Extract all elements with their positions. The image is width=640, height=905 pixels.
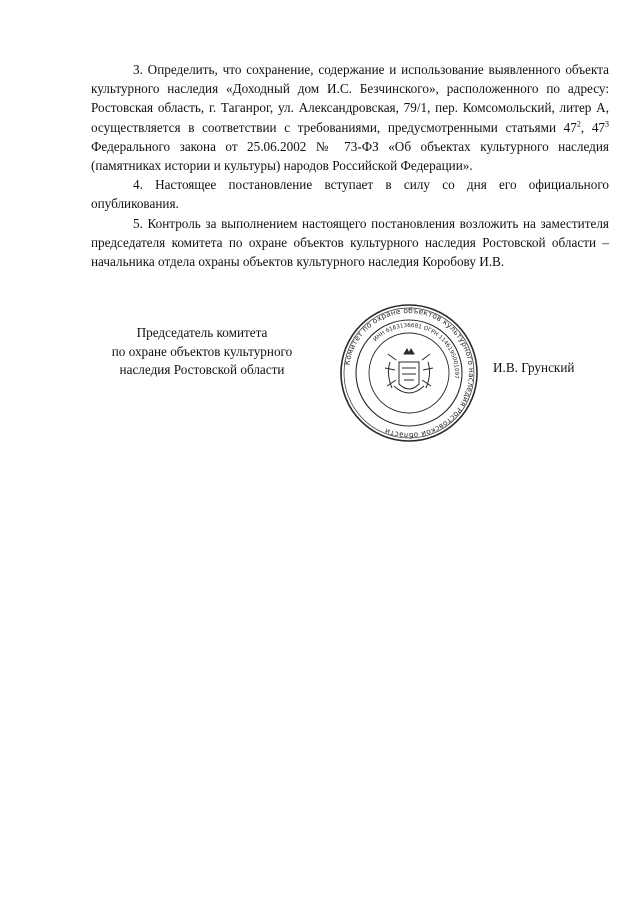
seal-outer-text: Комитет по охране объектов культурного наследия Ростовской области bbox=[342, 305, 477, 441]
article-superscript-2: 3 bbox=[605, 119, 610, 129]
coat-of-arms-icon bbox=[385, 349, 433, 393]
paragraph-3 bbox=[91, 60, 609, 175]
signatory-position-line: Председатель комитета bbox=[136, 325, 268, 340]
seal-inner-text: ИНН 6163136681 ОГРН 1146195001097 bbox=[372, 322, 460, 379]
paragraph-3-text-mid: , 47 bbox=[580, 119, 606, 135]
paragraph-4: 4. Настоящее постановление вступает в силу со дня его официального опубликования. bbox=[91, 177, 609, 212]
paragraph-3-text-start: 3. Определить, что сохранение, содержание и использование выявленного объекта культурного наследия «Доходный дом И.С. Безчинского», расположенного по адресу: Ростовская область, г. Таганрог, ул. Александровская, 79/1, пер. Комсомольский, литер А, осуществляется в соответствии с требованиями, предусмотренными статьями 47 bbox=[91, 62, 609, 135]
signatory-position-line: наследия Ростовской области bbox=[119, 362, 285, 378]
official-seal bbox=[338, 302, 480, 444]
signatory-name: И.В. Грунский bbox=[493, 360, 575, 375]
seal-middle-ring bbox=[356, 320, 462, 426]
document-body bbox=[91, 60, 609, 271]
seal-inner-ring bbox=[369, 333, 449, 413]
paragraph-3-text-end: Федерального закона от 25.06.2002 № 73-ФЗ «Об объектах культурного наследия (памятниках истории и культуры) народов Российской Федерации». bbox=[91, 138, 609, 174]
article-superscript-1: 2 bbox=[576, 119, 581, 129]
signatory-position bbox=[88, 324, 316, 380]
signatory-position-line: по охране объектов культурного bbox=[111, 343, 293, 359]
paragraph-5: 5. Контроль за выполнением настоящего постановления возложить на заместителя председателя комитета по охране объектов культурного наследия Ростовской области – начальника отдела охраны объектов культурного наследия Коробову И.В. bbox=[91, 215, 609, 270]
